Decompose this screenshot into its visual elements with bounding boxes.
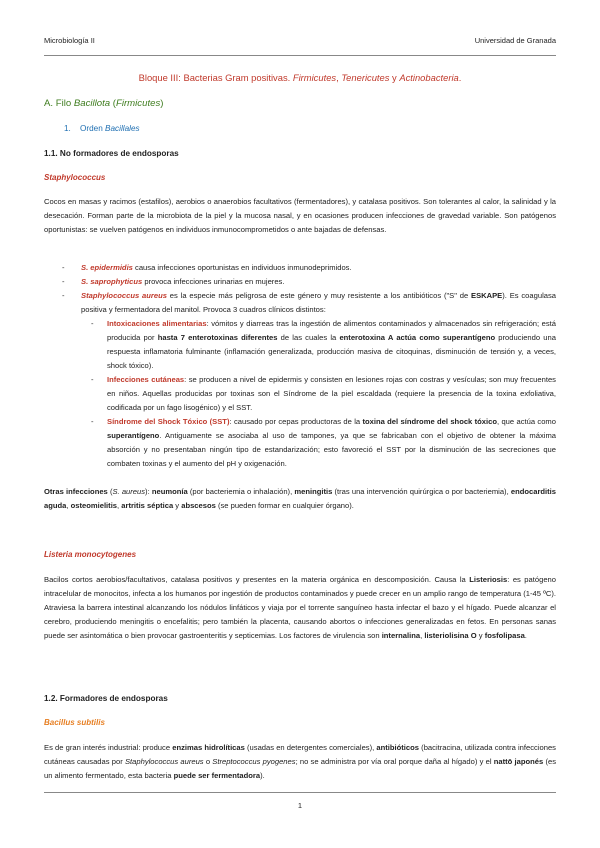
staphylococcus-heading: Staphylococcus bbox=[44, 173, 106, 182]
sub-item-intoxicaciones: - Intoxicaciones alimentarias: vómitos y diarreas tras la ingestión de alimentos contaminados y almacenados sin refrigeración; está producida por hasta 7 enterotoxinas diferentes de las cuales la enterotoxina A actúa como superantígeno produciendo una respuesta inflamatoria fulminante (inflamación generalizada, producción masiva de citoquinas, disminución de tensión y, a veces, shock tóxico). bbox=[91, 319, 557, 370]
listeria-heading: Listeria monocytogenes bbox=[44, 550, 137, 559]
order-heading: 1. Orden Bacillales bbox=[64, 124, 140, 133]
header-course: Microbiología II bbox=[44, 36, 95, 45]
list-item-epidermidis: - S. epidermidis causa infecciones oportunistas en individuos inmunodeprimidos. bbox=[62, 263, 352, 272]
header-university: Universidad de Granada bbox=[474, 36, 556, 45]
bacillus-paragraph: Es de gran interés industrial: produce enzimas hidrolíticas (usadas en detergentes comerciales), antibióticos (bacitracina, utilizada contra infecciones cutáneas causadas por Staphylococcus aureus o Streptococcus pyogenes; no se administra por vía oral porque daña al hígado) y el nattō japonés (es un alimento fermentado, esta bacteria puede ser fermentadora). bbox=[44, 743, 556, 780]
listeria-paragraph: Bacilos cortos aerobios/facultativos, catalasa positivos y presentes en la materia orgánica en descomposición. Causa la Listeriosis: es patógeno intracelular de monocitos, infecta a los humanos por ingestión de productos contaminados y puede crecer en un amplio rango de temperatura (1-45 ºC). Atraviesa la barrera intestinal alcanzando los nódulos linfáticos y viaja por el torrente sanguíneo hasta infectar el bazo y el hígado. Puede alcanzar el cerebro, produciendo meningitis o encefalitis; pero también la placenta, causando abortos o infecciones generalizadas en fetos. En personas sanas puede ser asintomática o bien provocar gastroenteritis y septicemias. Los factores de virulencia son internalina, listeriolisina O y fosfolipasa. bbox=[44, 575, 556, 640]
section-1-2-heading: 1.2. Formadores de endosporas bbox=[44, 694, 168, 703]
section-1-1-heading: 1.1. No formadores de endosporas bbox=[44, 149, 179, 158]
list-item-saprophyticus: - S. saprophyticus provoca infecciones urinarias en mujeres. bbox=[62, 277, 285, 286]
sub-item-cutaneas: - Infecciones cutáneas: se producen a nivel de epidermis y consisten en lesiones rojas con costras y vesículas; son muy frecuentes en niños. Aquellas producidas por toxinas son el Síndrome de la piel escaldada (requiere la presencia de la toxina exfoliativa, codificada por un fago lisogénico) y el SST. bbox=[91, 375, 556, 412]
header-rule bbox=[44, 55, 556, 56]
staph-species-list bbox=[44, 261, 556, 471]
staph-intro-paragraph: Cocos en masas y racimos (estafilos), aerobios o anaerobios facultativos (fermentadores), y catalasa positivos. Son tolerantes al calor, la salinidad y la desecación. Forman parte de la microbiota de la piel y la mucosa nasal, y en ocasiones producen infecciones de gravedad variable. Son patógenos oportunistas: se vuelven patógenos en individuos inmunocomprometidos o ante bajadas de defensas. bbox=[44, 197, 556, 234]
list-item-aureus: - Staphylococcus aureus es la especie más peligrosa de este género y muy resistente a los antibióticos ("S" de ESKAPE). Es coagulasa positiva y fermentadora del manitol. Provoca 3 cuadros clínicos distintos: bbox=[62, 291, 557, 314]
page-number: 1 bbox=[297, 801, 303, 810]
bacillus-heading: Bacillus subtilis bbox=[44, 718, 105, 727]
otras-infecciones-paragraph: Otras infecciones (S. aureus): neumonía (por bacteriemia o inhalación), meningitis (tras una intervención quirúrgica o por bacteriemia), endocarditis aguda, osteomielitis, artritis séptica y abscesos (se pueden formar en cualquier órgano). bbox=[44, 487, 557, 510]
block-title: Bloque III: Bacterias Gram positivas. Firmicutes, Tenericutes y Actinobacteria. bbox=[138, 72, 462, 83]
sub-item-sst: - Síndrome del Shock Tóxico (SST): causado por cepas productoras de la toxina del síndrome del shock tóxico, que actúa como superantígeno. Antiguamente se asociaba al uso de tampones, ya que se fabricaban con el objetivo de obtener la máxima absorción y no presentaban ningún tipo de estandarización; esto favoreció el SST por la disminución de las secreciones que combaten toxinas y el aumento del pH y oxigenación. bbox=[91, 417, 556, 468]
section-a-heading: A. Filo Bacillota (Firmicutes) bbox=[44, 98, 164, 109]
footer-rule bbox=[44, 792, 556, 793]
